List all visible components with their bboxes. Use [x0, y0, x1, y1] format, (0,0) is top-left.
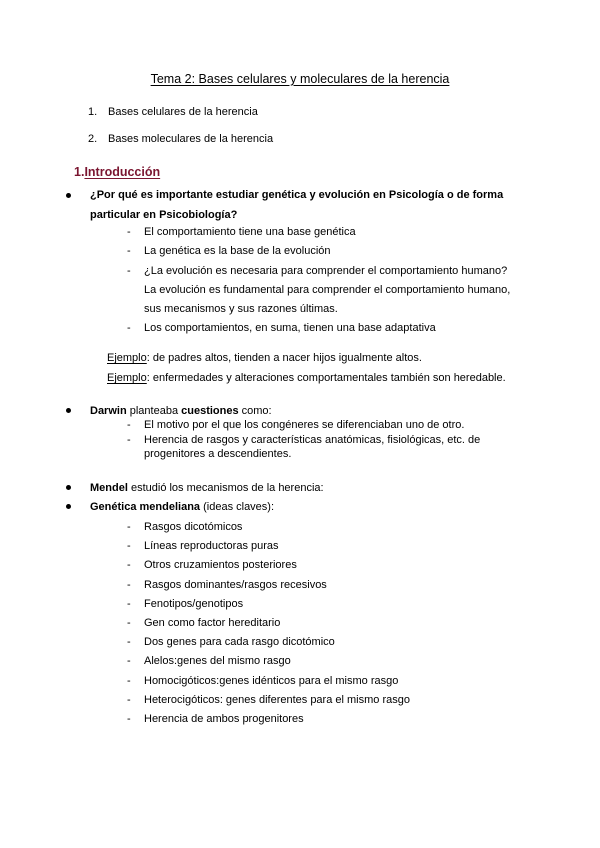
dash-icon: -: [127, 713, 131, 726]
dash-icon: -: [127, 245, 131, 258]
darwin-sublist: [127, 418, 480, 462]
list-item: - El comportamiento tiene una base genética: [127, 223, 510, 242]
dash-icon: -: [127, 322, 131, 335]
dash-icon: -: [127, 521, 131, 533]
list-item: - Otros cruzamientos posteriores: [127, 556, 410, 575]
list-item: - Líneas reproductoras puras: [127, 537, 410, 556]
dash-icon: -: [127, 693, 131, 706]
list-item: - Herencia de rasgos y características anatómicas, fisiológicas, etc. de: [127, 433, 481, 446]
genetica-sublist: [127, 518, 410, 729]
question-line-1: ¿Por qué es importante estudiar genética y evolución en Psicología o de forma: [90, 189, 504, 201]
bullet-question: [90, 185, 503, 225]
bullet-mendel: Mendel estudió los mecanismos de la herencia:: [90, 481, 324, 495]
index-list: [88, 105, 273, 159]
index-label: Bases moleculares de la herencia: [108, 133, 274, 145]
list-item-continuation: La evolución es fundamental para comprender el comportamiento humano,: [144, 283, 511, 296]
bullet-dot-icon: [66, 408, 71, 413]
list-item: - Los comportamientos, en suma, tienen una base adaptativa: [127, 319, 510, 338]
section-heading: [74, 165, 160, 179]
dash-icon: -: [127, 578, 131, 591]
page-title: Tema 2: Bases celulares y moleculares de la herencia: [150, 72, 450, 86]
bullet-genetica: Genética mendeliana (ideas claves):: [90, 500, 274, 514]
list-item: - Herencia de ambos progenitores: [127, 710, 410, 729]
example-text: : enfermedades y alteraciones comportamentales también son heredable.: [146, 372, 506, 384]
list-item: - ¿La evolución es necesaria para comprender el comportamiento humano?: [127, 262, 510, 281]
dash-icon: -: [127, 674, 131, 687]
dash-icon: -: [127, 559, 131, 572]
example-text: : de padres altos, tienden a nacer hijos igualmente altos.: [146, 352, 422, 364]
bullet-dot-icon: [66, 504, 71, 509]
example-label: Ejemplo: [107, 352, 147, 364]
list-item: - Alelos:genes del mismo rasgo: [127, 652, 410, 671]
index-number: 2.: [88, 133, 98, 145]
index-item: [88, 105, 273, 132]
dash-icon: -: [127, 226, 131, 238]
dash-icon: -: [127, 655, 131, 668]
dash-icon: -: [127, 264, 131, 277]
question-sublist: [127, 223, 510, 339]
index-label: Bases celulares de la herencia: [108, 106, 258, 118]
list-item: - Fenotipos/genotipos: [127, 595, 410, 614]
question-line-2: particular en Psicobiología?: [90, 209, 238, 221]
dash-icon: -: [127, 540, 131, 553]
list-item: - Rasgos dicotómicos: [127, 518, 410, 537]
section-number: 1.: [74, 165, 85, 179]
section-title: Introducción: [84, 165, 161, 179]
list-item: - El motivo por el que los congéneres se diferenciaban uno de otro.: [127, 419, 465, 431]
dash-icon: -: [127, 636, 131, 649]
list-item: - La genética es la base de la evolución: [127, 242, 510, 261]
example-label: Ejemplo: [107, 372, 147, 384]
index-number: 1.: [88, 106, 98, 118]
list-item-continuation: sus mecanismos y sus razones últimas.: [144, 303, 338, 316]
list-item: - Gen como factor hereditario: [127, 614, 410, 633]
list-item: - Dos genes para cada rasgo dicotómico: [127, 633, 410, 652]
bullet-dot-icon: [66, 485, 71, 490]
index-item: [88, 132, 273, 159]
list-item: - Heterocigóticos: genes diferentes para el mismo rasgo: [127, 691, 410, 710]
list-item: - Homocigóticos:genes idénticos para el mismo rasgo: [127, 672, 410, 691]
example-line: [107, 351, 422, 365]
dash-icon: -: [127, 617, 131, 630]
dash-icon: -: [127, 597, 131, 610]
dash-icon: -: [127, 419, 131, 431]
bullet-darwin: Darwin planteaba cuestiones como:: [90, 404, 272, 418]
list-item: - Rasgos dominantes/rasgos recesivos: [127, 576, 410, 595]
example-line: [107, 371, 506, 385]
bullet-dot-icon: [66, 193, 71, 198]
list-item-continuation: progenitores a descendientes.: [144, 448, 292, 460]
dash-icon: -: [127, 433, 131, 446]
